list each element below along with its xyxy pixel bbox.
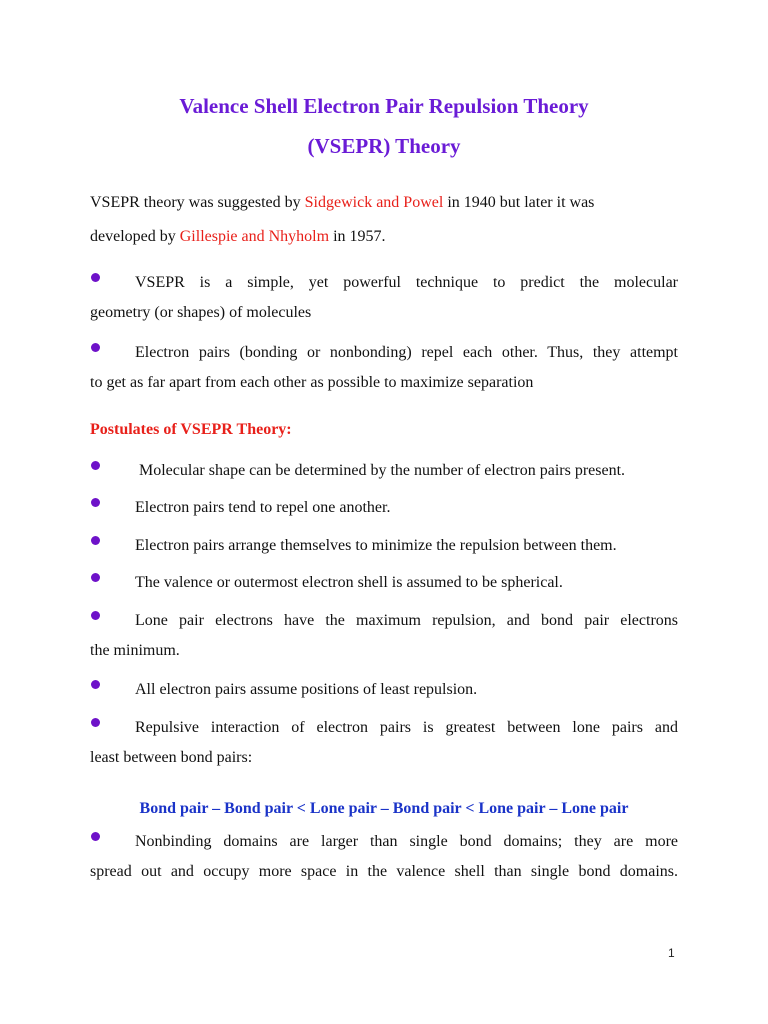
bullet-text: The valence or outermost electron shell is assumed to be spherical. — [135, 574, 563, 591]
bullet-text: the minimum. — [90, 642, 180, 659]
bullet-text: least between bond pairs: — [90, 749, 253, 766]
bullet-text: Lone pair electrons have the maximum repulsion, and bond pair electrons — [135, 612, 678, 629]
intro-paragraph — [90, 186, 678, 254]
bullet-text: Electron pairs arrange themselves to minimize the repulsion between them. — [135, 537, 617, 554]
intro-text: VSEPR theory was suggested by — [90, 194, 305, 211]
title-line-2: (VSEPR) Theory — [307, 134, 461, 158]
intro-text: developed by — [90, 228, 180, 245]
list-item — [90, 268, 678, 328]
list-item — [90, 493, 678, 523]
bullet-text: Nonbinding domains are larger than single bond domains; they are more — [135, 833, 678, 850]
bullet-text: VSEPR is a simple, yet powerful technique to predict the molecular — [135, 274, 678, 291]
bullet-text: to get as far apart from each other as possible to maximize separation — [90, 374, 534, 391]
bullet-icon — [91, 611, 100, 620]
bullet-icon — [91, 273, 100, 282]
list-item — [90, 713, 678, 773]
list-item — [90, 675, 678, 705]
bullet-text: All electron pairs assume positions of least repulsion. — [135, 681, 478, 698]
bullet-icon — [91, 343, 100, 352]
postulates-heading: Postulates of VSEPR Theory: — [90, 421, 292, 438]
bullet-text: spread out and occupy more space in the valence shell than single bond domains. — [90, 863, 678, 880]
page-number: 1 — [668, 946, 675, 960]
bullet-icon — [91, 498, 100, 507]
list-item — [90, 338, 678, 398]
intro-text: in 1957. — [329, 228, 386, 245]
bullet-icon — [91, 718, 100, 727]
list-item — [90, 827, 678, 887]
list-item — [90, 606, 678, 666]
bullet-text: Repulsive interaction of electron pairs is greatest between lone pairs and — [135, 719, 678, 736]
list-item — [90, 568, 678, 598]
author-names-2: Gillespie and Nhyholm — [179, 228, 330, 245]
bullet-text: geometry (or shapes) of molecules — [90, 304, 312, 321]
bullet-icon — [91, 680, 100, 689]
bullet-text: Electron pairs tend to repel one another. — [135, 499, 391, 516]
list-item — [90, 456, 678, 486]
intro-text: in 1940 but later it was — [443, 194, 595, 211]
bullet-icon — [91, 573, 100, 582]
repulsion-order: Bond pair – Bond pair < Lone pair – Bond pair < Lone pair – Lone pair — [139, 800, 629, 817]
bullet-icon — [91, 461, 100, 470]
author-names-1: Sidgewick and Powel — [304, 194, 444, 211]
bullet-icon — [91, 832, 100, 841]
bullet-text: Electron pairs (bonding or nonbonding) repel each other. Thus, they attempt — [135, 344, 678, 361]
title-line-1: Valence Shell Electron Pair Repulsion Theory — [179, 94, 589, 118]
bullet-icon — [91, 536, 100, 545]
list-item — [90, 531, 678, 561]
bullet-text: Molecular shape can be determined by the number of electron pairs present. — [135, 462, 626, 479]
